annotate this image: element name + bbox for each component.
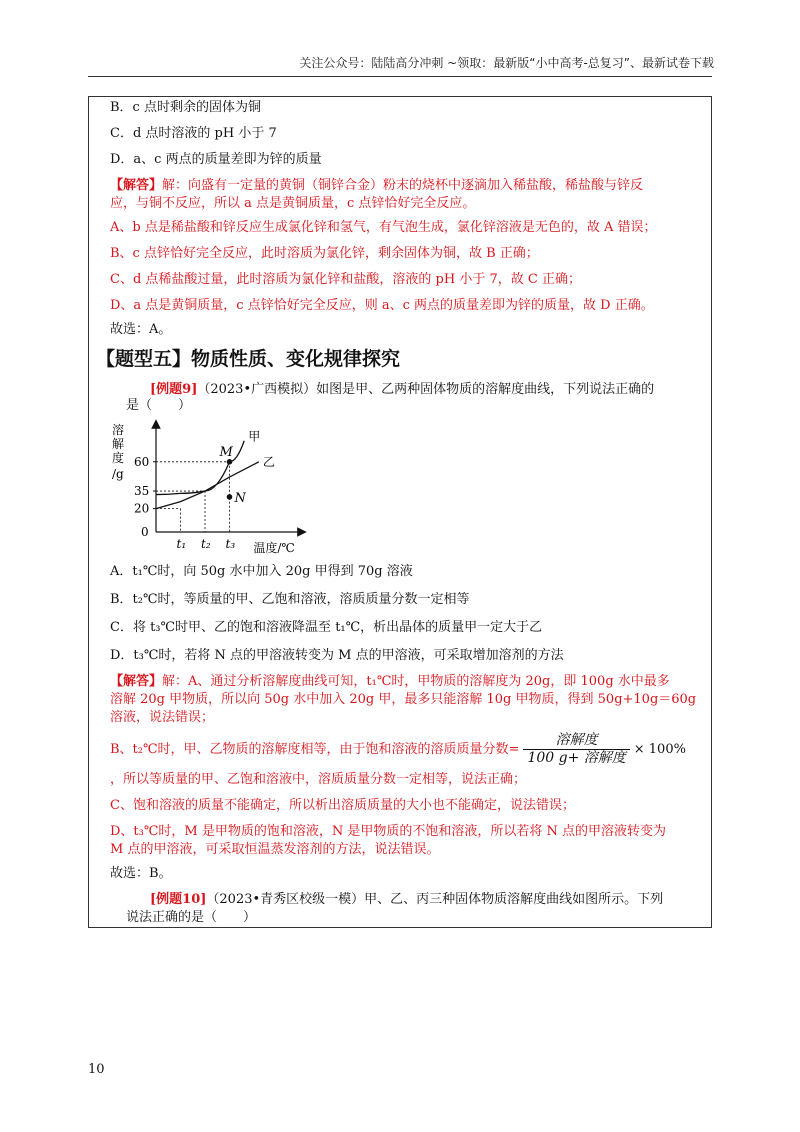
prev-answer-intro: 【解答】解：向盛有一定量的黄铜（铜锌合金）粉末的烧杯中逐滴加入稀盐酸，稀盐酸与锌反 [110,178,644,193]
example10-stem: [例题10]（2023•青秀区校级一模）甲、乙、丙三种固体物质溶解度曲线如图所示。下列 [150,892,664,907]
prev-option-d: D．a、c 两点的质量差即为锌的质量 [110,152,322,167]
y-tick-35: 35 [134,484,150,499]
solubility-chart [110,418,340,558]
example9-tag: [例题9] [150,382,198,397]
header-rule [88,76,712,77]
answer9-a-3: 溶液，说法错误； [110,710,215,725]
answer9-c: C、饱和溶液的质量不能确定，所以析出溶质质量的大小也不能确定，说法错误； [110,798,575,813]
x-tick-3: t₃ [225,537,236,551]
ylabel-2: 解 [112,437,125,451]
example9-stem-2: 是（ ） [126,398,192,413]
example9-stem: [例题9]（2023•广西模拟）如图是甲、乙两种固体物质的溶解度曲线，下列说法正确的 [150,382,655,397]
point-label-N: N [234,490,246,506]
ylabel-3: 度 [112,451,125,465]
answer9-a-2: 溶解 20g 甲物质，所以向 50g 水中加入 20g 甲，最多只能溶解 10g 甲物质，得到 50g+10g＝60g [110,692,697,707]
point-N [227,494,233,500]
x-axis-label: 温度/℃ [253,541,295,555]
prev-answer-intro-2: 应，与铜不反应，所以 a 点是黄铜质量，c 点锌恰好完全反应。 [110,196,476,211]
prev-answer-b: B、c 点锌恰好完全反应，此时溶质为氯化锌，剩余固体为铜，故 B 正确； [110,246,539,261]
prev-option-b: B．c 点时剩余的固体为铜 [110,100,261,115]
example10-stem-2: 说法正确的是（ ） [126,910,257,925]
answer9-d: D、t₃℃时，M 是甲物质的饱和溶液，N 是甲物质的不饱和溶液，所以若将 N 点的甲溶液转变为 [110,824,666,839]
x-tick-2: t₂ [201,537,211,551]
answer9-choice: 故选：B。 [110,866,172,881]
page-number: 10 [88,1062,105,1077]
prev-answer-choice: 故选：A。 [110,322,172,337]
x-tick-1: t₁ [176,537,187,551]
series-label-乙: 乙 [262,454,275,469]
ylabel-4: /g [112,467,124,481]
prev-answer-d: D、a 点是黄铜质量，c 点锌恰好完全反应，则 a、c 两点的质量差即为锌的质量，故 D 正确。 [110,298,654,313]
example9-option-d: D．t₃℃时，若将 N 点的甲溶液转变为 M 点的甲溶液，可采取增加溶剂的方法 [110,648,564,663]
y-tick-20: 20 [134,501,150,516]
prev-answer-a: A、b 点是稀盐酸和锌反应生成氯化锌和氢气，有气泡生成，氯化锌溶液是无色的，故 A 错误； [110,220,657,235]
y-tick-60: 60 [134,454,150,469]
example9-option-a: A．t₁℃时，向 50g 水中加入 20g 甲得到 70g 溶液 [110,564,413,579]
example10-tag: [例题10] [150,892,207,907]
prev-option-c: C．d 点时溶液的 pH 小于 7 [110,126,277,141]
point-label-M: M [219,444,233,460]
answer9-tag: 【解答】 [110,674,163,689]
answer9-b-2: ，所以等质量的甲、乙饱和溶液中，溶质质量分数一定相等，说法正确； [110,772,527,787]
point-M [227,459,233,465]
series-label-甲: 甲 [248,429,261,444]
answer-tag: 【解答】 [110,178,163,193]
page-header: 关注公众号：陆陆高分冲刺 ~领取：最新版“小中高考-总复习”、最新试卷下载 [299,56,714,70]
answer9-b: B、t₂℃时，甲、乙物质的溶解度相等，由于饱和溶液的溶质质量分数= $\frac{\text{溶解度}}{\text{100 g+ 溶解度}}$ × 100% [110,732,686,766]
answer9-d-2: M 点的甲溶液，可采取恒温蒸发溶剂的方法，说法错误。 [110,842,440,857]
ylabel-1: 溶 [112,423,125,437]
example9-option-c: C．将 t₃℃时甲、乙的饱和溶液降温至 t₁℃，析出晶体的质量甲一定大于乙 [110,620,543,635]
prev-answer-c: C、d 点稀盐酸过量，此时溶质为氯化锌和盐酸，溶液的 pH 小于 7，故 C 正确； [110,272,581,287]
answer9-a: 【解答】解：A、通过分析溶解度曲线可知，t₁℃时，甲物质的溶解度为 20g，即 100g 水中最多 [110,674,670,689]
example9-option-b: B．t₂℃时，等质量的甲、乙饱和溶液，溶质质量分数一定相等 [110,592,470,607]
y-tick-0: 0 [141,525,149,539]
section-title: 【题型五】物质性质、变化规律探究 [96,348,401,370]
percentage-formula: $\frac{\text{溶解度}}{\text{100 g+ 溶解度}}$ [523,732,629,767]
